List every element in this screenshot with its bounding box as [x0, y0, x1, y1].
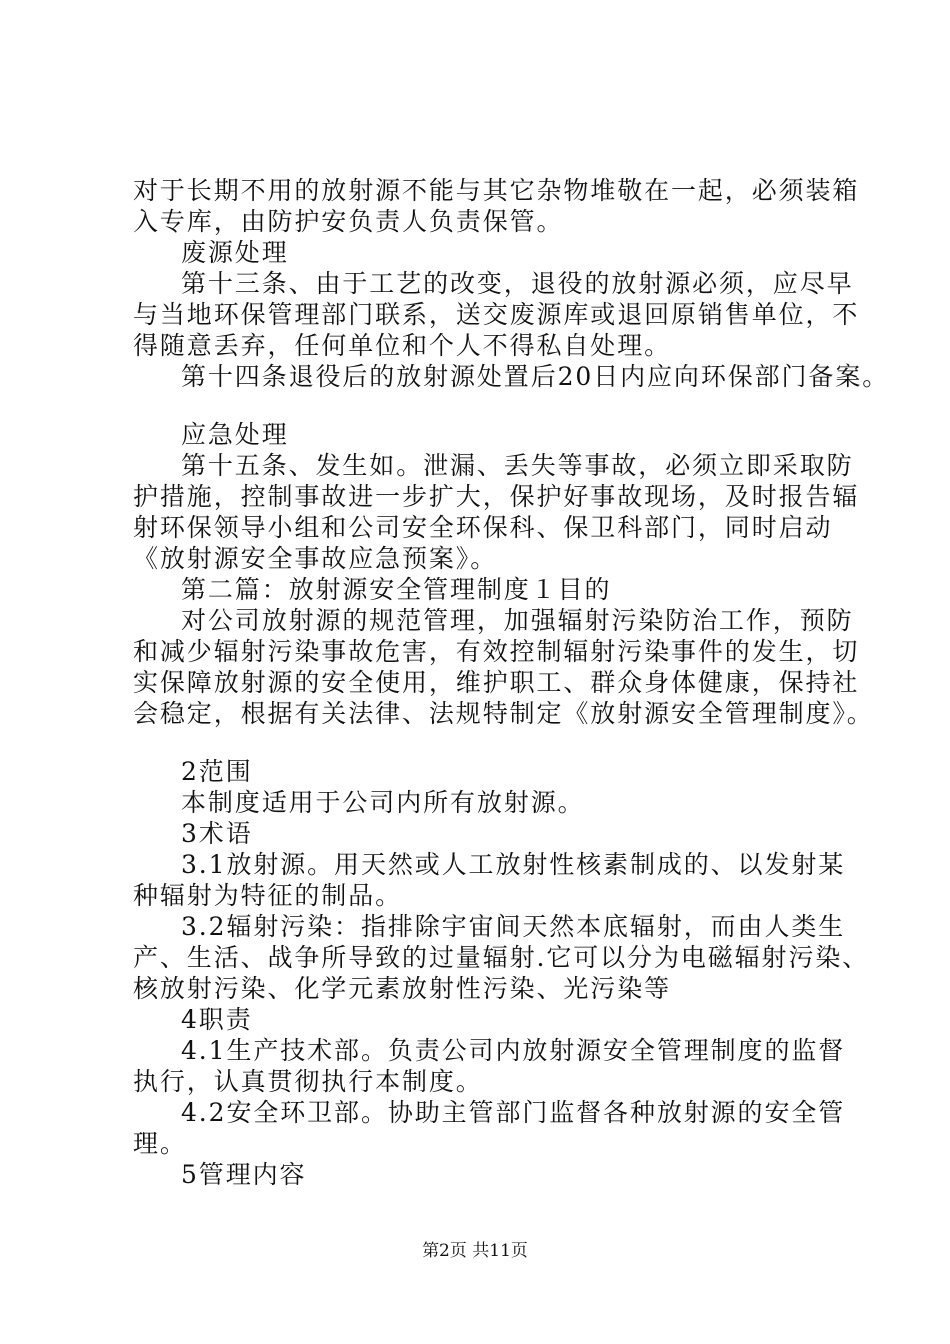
text-line: 执行，认真贯彻执行本制度。 — [133, 1067, 483, 1096]
text-line: 种辐射为特征的制品。 — [133, 881, 403, 910]
section-heading: 3术语 — [181, 819, 253, 848]
section-heading: 2范围 — [181, 757, 253, 786]
text-line: 3.2辐射污染：指排除宇宙间天然本底辐射，而由人类生 — [181, 912, 846, 941]
text-line: 实保障放射源的安全使用，维护职工、群众身体健康，保持社 — [133, 668, 860, 697]
text-line: 第十五条、发生如。泄漏、丢失等事故，必须立即采取防 — [181, 451, 854, 480]
text-line: 产、生活、战争所导致的过量辐射.它可以分为电磁辐射污染、 — [133, 943, 870, 972]
text-line: 得随意丢弃，任何单位和个人不得私自处理。 — [133, 331, 672, 360]
text-line: 本制度适用于公司内所有放射源。 — [181, 788, 585, 817]
text-line: 和减少辐射污染事故危害，有效控制辐射污染事件的发生，切 — [133, 637, 860, 666]
text-line: 护措施，控制事故进一步扩大，保护好事故现场，及时报告辐 — [133, 482, 860, 511]
text-line: 4.2安全环卫部。协助主管部门监督各种放射源的安全管 — [181, 1098, 846, 1127]
section-heading: 应急处理 — [181, 420, 289, 449]
text-line: 对于长期不用的放射源不能与其它杂物堆敬在一起，必须装箱 — [133, 176, 860, 205]
text-line: 4.1生产技术部。负责公司内放射源安全管理制度的监督 — [181, 1036, 846, 1065]
section-heading: 5管理内容 — [181, 1160, 307, 1189]
text-line: 《放射源安全事故应急预案》。 — [133, 544, 498, 573]
text-line: 与当地环保管理部门联系，送交废源库或退回原销售单位，不 — [133, 300, 860, 329]
text-line: 入专库，由防护安负责人负责保管。 — [133, 207, 564, 236]
text-line: 第十三条、由于工艺的改变，退役的放射源必须，应尽早 — [181, 269, 854, 298]
text-line: 对公司放射源的规范管理，加强辐射污染防治工作，预防 — [181, 606, 854, 635]
page-number-footer: 第2页 共11页 — [422, 1241, 528, 1261]
text-line: 会稳定，根据有关法律、法规特制定《放射源安全管理制度》。 — [133, 699, 874, 728]
text-line: 第十四条退役后的放射源处置后20日内应向环保部门备案。 — [181, 362, 890, 391]
text-line: 理。 — [133, 1129, 187, 1158]
text-line: 核放射污染、化学元素放射性污染、光污染等 — [133, 974, 672, 1003]
section-heading: 第二篇：放射源安全管理制度１目的 — [181, 575, 612, 604]
text-line: 射环保领导小组和公司安全环保科、保卫科部门，同时启动 — [133, 513, 833, 542]
section-heading: 废源处理 — [181, 238, 289, 267]
section-heading: 4职责 — [181, 1005, 253, 1034]
text-line: 3.1放射源。用天然或人工放射性核素制成的、以发射某 — [181, 850, 846, 879]
